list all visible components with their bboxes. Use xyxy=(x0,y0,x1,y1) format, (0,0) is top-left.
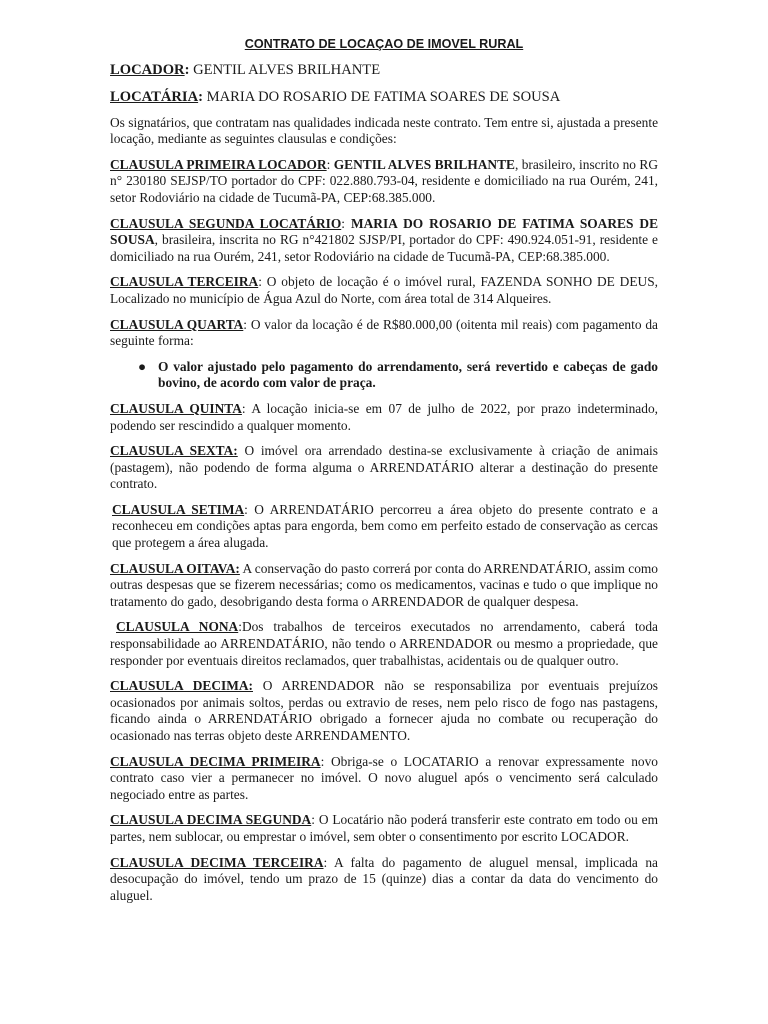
clause-body: : A locação inicia-se em 07 de julho de 2022, por prazo indeterminado, podendo ser rescindido a qualquer momento. xyxy=(110,400,658,433)
clause-heading: CLAUSULA TERCEIRA xyxy=(110,274,259,290)
list-item-text: O valor ajustado pelo pagamento do arrendamento, será revertido e cabeças de gado bovino, de acordo com valor de praça. xyxy=(158,358,658,391)
clause-separator: : xyxy=(326,156,334,172)
clause-heading: CLAUSULA DECIMA: xyxy=(110,678,253,694)
clause-terceira xyxy=(110,274,658,307)
clause-heading: CLAUSULA NONA xyxy=(116,619,239,635)
clause-quarta xyxy=(110,317,658,350)
list-item xyxy=(138,359,658,392)
clause-body: : O ARRENDATÁRIO percorreu a área objeto do presente contrato e a reconheceu em condições aptas para engorda, bem como em perfeito estado de conservação as cercas que protegem a área alugada. xyxy=(112,501,658,551)
clause-decima-primeira xyxy=(110,754,658,804)
clause-party-name: MARIA DO ROSARIO DE FATIMA SOARES DE SOUSA xyxy=(110,215,658,248)
clause-heading: CLAUSULA SETIMA xyxy=(112,501,245,517)
locador-colon: : xyxy=(184,61,190,78)
clause-heading: CLAUSULA DECIMA TERCEIRA xyxy=(110,854,324,870)
clause-body: , brasileira, inscrita no RG n°421802 SJSP/PI, portador do CPF: 490.924.051-91, residente e domiciliado na rua Ourém, 241, setor Rodoviário na cidade de Tucumã-PA, CEP:68.385.000. xyxy=(110,232,658,264)
clause-heading: CLAUSULA SEGUNDA LOCATÁRIO xyxy=(110,215,342,231)
clause-decima-segunda xyxy=(110,812,658,845)
locataria-name: MARIA DO ROSARIO DE FATIMA SOARES DE SOUSA xyxy=(203,88,561,105)
clause-heading: CLAUSULA OITAVA: xyxy=(110,560,240,576)
locataria-colon: : xyxy=(198,88,203,105)
bullet-icon: ● xyxy=(138,358,147,374)
clause-sexta xyxy=(110,443,658,493)
locataria-label: LOCATÁRIA xyxy=(110,88,199,105)
clause-body: : A falta do pagamento de aluguel mensal, implicada na desocupação do imóvel, tendo um prazo de 15 (quinze) dias a contar da data do vencimento do aluguel. xyxy=(110,854,658,903)
clause-heading: CLAUSULA PRIMEIRA LOCADOR xyxy=(110,156,327,172)
clause-body: , brasileiro, inscrito no RG n° 230180 SEJSP/TO portador do CPF: 022.880.793-04, residente e domiciliado na rua Ourém, 241, setor Rodoviário na cidade de Tucumã-PA, CEP:68.385.000. xyxy=(110,156,658,205)
locataria-line xyxy=(110,88,658,106)
locador-name: GENTIL ALVES BRILHANTE xyxy=(189,61,381,78)
clause-heading: CLAUSULA DECIMA PRIMEIRA xyxy=(110,753,321,769)
clause-body: :Dos trabalhos de terceiros executados no arrendamento, caberá toda responsabilidade ao ARRENDATÁRIO, não tendo o ARRENDADOR ou mesmo a propriedade, que responder por eventuais direitos reclamados, quer trabalhistas, acidentais ou de qualquer outro. xyxy=(110,619,659,668)
clause-body: : O Locatário não poderá transferir este contrato em todo ou em partes, nem sublocar, ou emprestar o imóvel, sem obter o consentimento por escrito LOCADOR. xyxy=(110,812,658,844)
clause-party-name: GENTIL ALVES BRILHANTE xyxy=(333,156,515,172)
clause-body: A conservação do pasto correrá por conta do ARRENDATÁRIO, assim como outras despesas que se fizerem necessárias; como os medicamentos, vacinas e tudo o que implique no tratamento do gado, desobrigando desta forma o ARRENDADOR de qualquer despesa. xyxy=(110,560,658,609)
clause-body: : Obriga-se o LOCATARIO a renovar expressamente novo contrato caso vier a permanecer no imóvel. O novo aluguel após o vencimento será calculado negociado entre as partes. xyxy=(110,753,658,802)
clause-setima xyxy=(110,502,658,552)
clause-nona xyxy=(110,619,658,669)
intro-paragraph: Os signatários, que contratam nas qualidades indicada neste contrato. Tem entre si, ajustada a presente locação, mediante as seguintes clausulas e condições: xyxy=(110,114,659,147)
clause-segunda xyxy=(110,216,658,266)
locador-label: LOCADOR xyxy=(110,61,185,78)
document-title: CONTRATO DE LOCAÇAO DE IMOVEL RURAL xyxy=(244,37,524,51)
locador-line xyxy=(110,61,658,79)
clause-heading: CLAUSULA QUINTA xyxy=(110,400,242,416)
clause-body: : O objeto de locação é o imóvel rural, FAZENDA SONHO DE DEUS, Localizado no município de Água Azul do Norte, com área total de 314 Alqueires. xyxy=(110,274,659,306)
clause-heading: CLAUSULA QUARTA xyxy=(110,316,244,332)
clause-primeira xyxy=(110,157,658,207)
clause-oitava xyxy=(110,561,658,611)
payment-list xyxy=(110,359,658,392)
clause-separator: : xyxy=(341,215,351,231)
clause-quinta xyxy=(110,401,658,434)
clause-heading: CLAUSULA SEXTA: xyxy=(110,443,238,459)
clause-decima xyxy=(110,678,658,744)
clause-decima-terceira xyxy=(110,855,658,905)
clause-body: O ARRENDADOR não se responsabiliza por eventuais prejuízos ocasionados por animais soltos, perdas ou extravio de reses, nem pelo risco de fogo nas pastagens, ficando ainda o ARRENDATÁRIO obrigado a fornecer ajuda no combate ou recuperação do ocasionado nas terras objeto deste ARRENDAMENTO. xyxy=(110,678,659,743)
clause-body: : O valor da locação é de R$80.000,00 (oitenta mil reais) com pagamento da seguinte forma: xyxy=(110,316,658,349)
clause-body: O imóvel ora arrendado destina-se exclusivamente à criação de animais (pastagem), não podendo de forma alguma o ARRENDATÁRIO alterar a destinação do presente contrato. xyxy=(110,443,658,492)
clause-heading: CLAUSULA DECIMA SEGUNDA xyxy=(110,812,312,828)
